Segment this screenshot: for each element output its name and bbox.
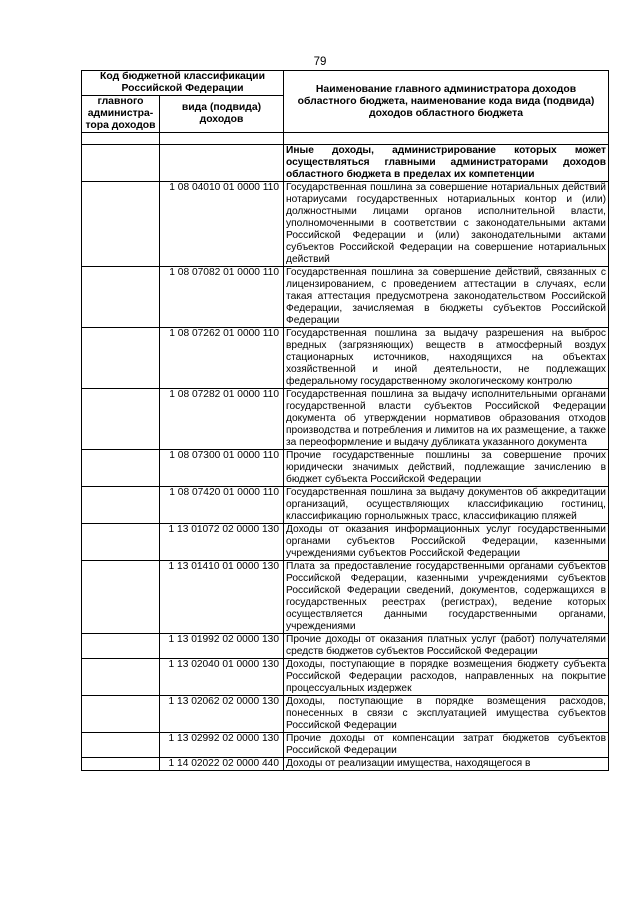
income-name-cell: Плата за предоставление государственными органами субъектов Российской Федерации, казенными учреждениями субъектов Российской Федерации сведений, документов, содержащихся в государственных реестрах (регистрах), ведение которых осуществляется данными государственными органами, учреждениями (284, 561, 609, 634)
header-name-column: Наименование главного администратора доходов областного бюджета, наименование кода вида (подвида) доходов областного бюджета (284, 71, 609, 133)
admin-code-cell (82, 328, 160, 389)
admin-code-cell (82, 267, 160, 328)
income-name-cell: Прочие доходы от оказания платных услуг (работ) получателями средств бюджетов субъектов Российской Федерации (284, 634, 609, 659)
kind-code-cell: 1 08 07300 01 0000 110 (160, 450, 284, 487)
kind-code-cell: 1 14 02022 02 0000 440 (160, 758, 284, 771)
table-row (82, 328, 609, 389)
admin-code-cell (82, 758, 160, 771)
admin-code-cell (82, 182, 160, 267)
table-row (82, 389, 609, 450)
kind-code-cell: 1 08 07282 01 0000 110 (160, 389, 284, 450)
table-row (82, 524, 609, 561)
kind-code-cell: 1 08 07420 01 0000 110 (160, 487, 284, 524)
kind-code-cell: 1 13 01072 02 0000 130 (160, 524, 284, 561)
admin-code-cell (82, 561, 160, 634)
kind-code-cell: 1 13 02062 02 0000 130 (160, 696, 284, 733)
income-name-cell: Доходы от оказания информационных услуг государственными органами субъектов Российской Федерации, казенными учреждениями субъектов Российской Федерации (284, 524, 609, 561)
table-row (82, 450, 609, 487)
income-name-cell: Государственная пошлина за выдачу разрешения на выброс вредных (загрязняющих) веществ в атмосферный воздух стационарных источников, находящихся на объектах хозяйственной и иной деятельности, не подлежащих федеральному государственному экологическому контролю (284, 328, 609, 389)
table-row (82, 487, 609, 524)
admin-code-cell (82, 450, 160, 487)
table-row (82, 561, 609, 634)
income-name-cell: Государственная пошлина за совершение действий, связанных с лицензированием, с проведением аттестации в случаях, если такая аттестация предусмотрена законодательством Российской Федерации, зачисляемая в бюджеты субъектов Российской Федерации (284, 267, 609, 328)
income-name-cell: Прочие доходы от компенсации затрат бюджетов субъектов Российской Федерации (284, 733, 609, 758)
header-admin-column: главного администра-тора доходов (82, 96, 160, 133)
section-row (82, 145, 609, 182)
kind-code-cell: 1 13 02992 02 0000 130 (160, 733, 284, 758)
table-row (82, 634, 609, 659)
income-name-cell: Прочие государственные пошлины за совершение прочих юридически значимых действий, подлежащие зачислению в бюджет субъекта Российской Федерации (284, 450, 609, 487)
admin-code-cell (82, 634, 160, 659)
header-kind-column: вида (подвида) доходов (160, 96, 284, 133)
header-code-group: Код бюджетной классификации Российской Федерации (82, 71, 284, 96)
admin-code-cell (82, 389, 160, 450)
income-name-cell: Доходы, поступающие в порядке возмещения бюджету субъекта Российской Федерации расходов, направленных на покрытие процессуальных издержек (284, 659, 609, 696)
kind-code-cell: 1 13 01992 02 0000 130 (160, 634, 284, 659)
table-row (82, 758, 609, 771)
kind-code-cell: 1 08 07082 01 0000 110 (160, 267, 284, 328)
kind-code-cell: 1 08 04010 01 0000 110 (160, 182, 284, 267)
admin-code-cell (82, 659, 160, 696)
kind-code-cell: 1 08 07262 01 0000 110 (160, 328, 284, 389)
table-row (82, 182, 609, 267)
column-number-row (82, 133, 609, 145)
income-name-cell: Доходы от реализации имущества, находящегося в (284, 758, 609, 771)
income-name-cell: Государственная пошлина за выдачу документов об аккредитации организаций, осуществляющих классификацию гостиниц, классификацию горнолыжных трасс, классификацию пляжей (284, 487, 609, 524)
table-row (82, 733, 609, 758)
budget-classification-table (81, 70, 609, 771)
income-name-cell: Государственная пошлина за выдачу исполнительными органами государственной власти субъектов Российской Федерации документа об утверждении нормативов образования отходов производства и потребления и лимитов на их размещение, а также за переоформление и выдачу дубликата указанного документа (284, 389, 609, 450)
admin-code-cell (82, 524, 160, 561)
section-title: Иные доходы, администрирование которых может осуществляться главными администраторами доходов областного бюджета в пределах их компетенции (284, 145, 609, 182)
kind-code-cell: 1 13 01410 01 0000 130 (160, 561, 284, 634)
page-number: 79 (313, 56, 327, 68)
admin-code-cell (82, 733, 160, 758)
admin-code-cell (82, 487, 160, 524)
table-row (82, 696, 609, 733)
table-body (82, 145, 609, 771)
table-row (82, 659, 609, 696)
kind-code-cell: 1 13 02040 01 0000 130 (160, 659, 284, 696)
income-name-cell: Доходы, поступающие в порядке возмещения расходов, понесенных в связи с эксплуатацией имущества субъектов Российской Федерации (284, 696, 609, 733)
admin-code-cell (82, 696, 160, 733)
table-row (82, 267, 609, 328)
income-name-cell: Государственная пошлина за совершение нотариальных действий нотариусами государственных нотариальных контор и (или) должностными лицами органов исполнительной власти, уполномоченными в соответствии с законодательными актами Российской Федерации и (или) законодательными актами субъектов Российской Федерации на совершение нотариальных действий (284, 182, 609, 267)
